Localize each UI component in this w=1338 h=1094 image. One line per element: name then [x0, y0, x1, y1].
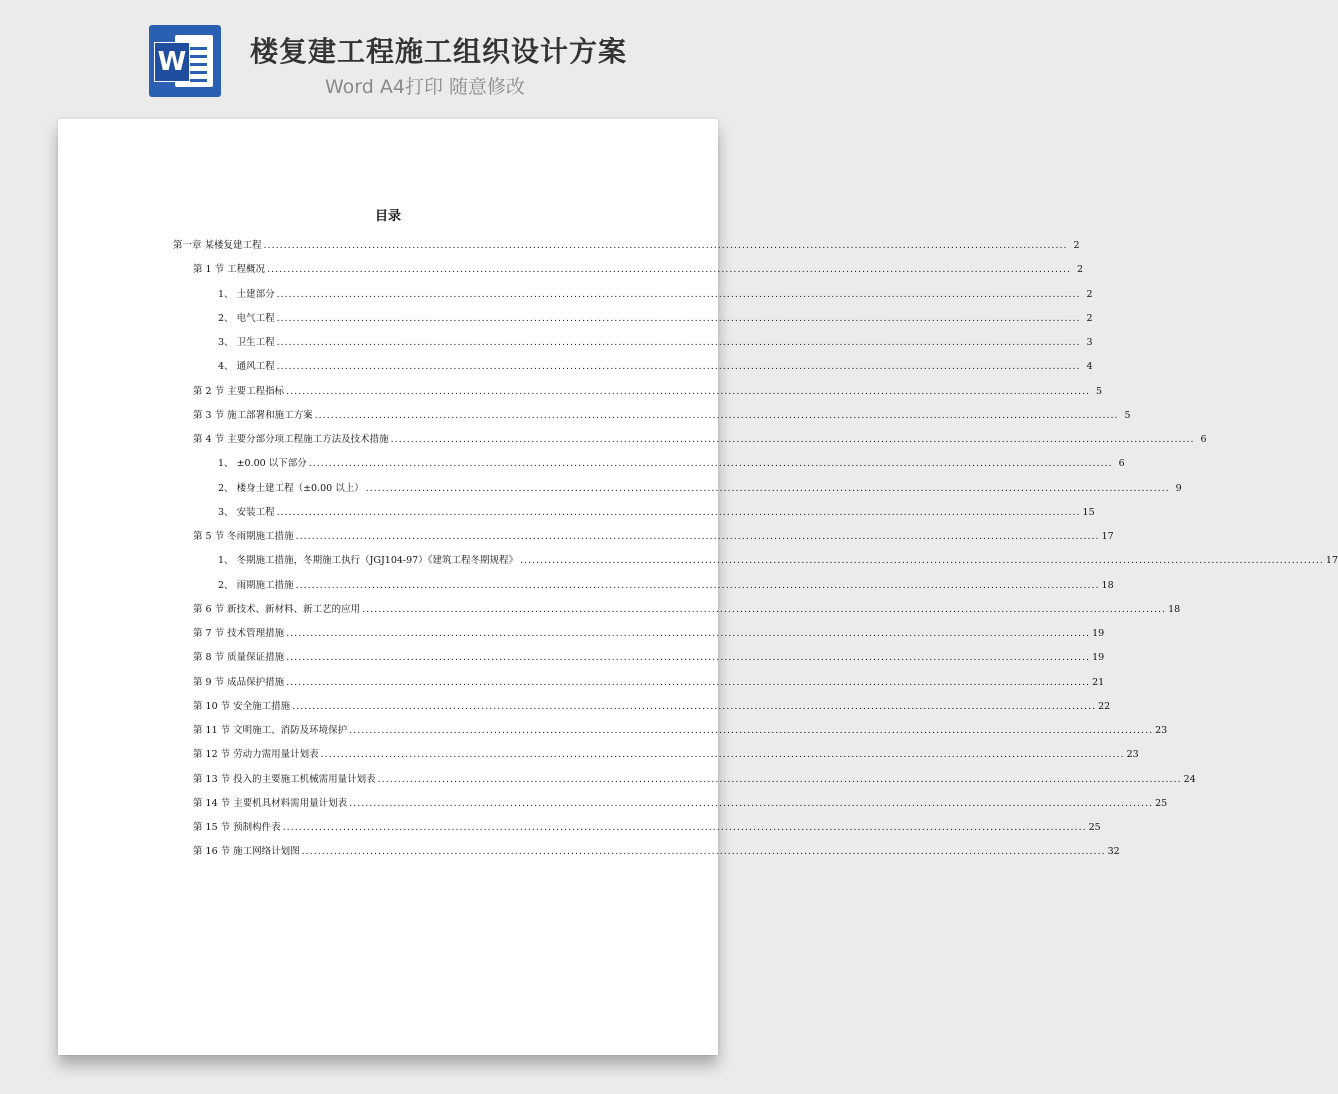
toc-entry[interactable] — [218, 308, 1093, 324]
header — [0, 0, 774, 118]
toc-entry[interactable] — [193, 381, 1103, 397]
toc-leader-dots: ........................................................................................................................................................................................................ — [320, 749, 1125, 760]
toc-leader-dots: ........................................................................................................................................................................................................ — [308, 458, 1113, 469]
toc-leader-dots: ........................................................................................................................................................................................................ — [314, 410, 1119, 421]
toc-leader-dots: ........................................................................................................................................................................................................ — [295, 580, 1100, 591]
toc-entry[interactable] — [193, 526, 1114, 542]
toc-entry[interactable] — [218, 550, 1338, 566]
toc-leader-dots: ........................................................................................................................................................................................................ — [286, 386, 1091, 397]
toc-leader-dots: ........................................................................................................................................................................................................ — [286, 652, 1091, 663]
toc-leader-dots: ........................................................................................................................................................................................................ — [276, 507, 1081, 518]
word-app-icon — [149, 25, 221, 97]
toc-entry[interactable] — [193, 623, 1105, 639]
toc-heading: 目录 — [374, 209, 401, 224]
toc-leader-dots: ........................................................................................................................................................................................................ — [276, 361, 1081, 372]
toc-leader-dots: ........................................................................................................................................................................................................ — [276, 289, 1081, 300]
toc-entry-label: 第 1 节 工程概况 — [193, 264, 266, 275]
toc-entry[interactable] — [193, 793, 1168, 809]
toc-entry-page: 2 — [1073, 240, 1080, 251]
toc-entry-label: 第 15 节 预制构件表 — [193, 822, 281, 833]
toc-entry-label: 第 14 节 主要机具材料需用量计划表 — [193, 798, 348, 809]
toc-entry[interactable] — [218, 356, 1093, 372]
toc-entry[interactable] — [218, 453, 1125, 469]
page-title: 楼复建工程施工组织设计方案 — [250, 35, 628, 68]
toc-entry-page: 6 — [1118, 458, 1125, 469]
toc-entry-label: 第 3 节 施工部署和施工方案 — [193, 410, 313, 421]
toc-entry[interactable] — [193, 672, 1105, 688]
toc-entry[interactable] — [193, 599, 1181, 615]
toc-leader-dots: ........................................................................................................................................................................................................ — [276, 337, 1081, 348]
toc-entry-page: 23 — [1155, 725, 1168, 736]
toc-entry-label: 4、 通风工程 — [218, 361, 275, 372]
toc-entry-page: 17 — [1101, 531, 1114, 542]
toc-leader-dots: ........................................................................................................................................................................................................ — [286, 628, 1091, 639]
toc-entry-label: 第 4 节 主要分部分项工程施工方法及技术措施 — [193, 434, 389, 445]
toc-entry-label: 第 16 节 施工网络计划图 — [193, 846, 300, 857]
toc-leader-dots: ........................................................................................................................................................................................................ — [519, 555, 1324, 566]
toc-entry-page: 18 — [1101, 580, 1114, 591]
toc-entry-label: 第 11 节 文明施工、消防及环境保护 — [193, 725, 348, 736]
toc-entry[interactable] — [193, 769, 1196, 785]
toc-entry-page: 32 — [1107, 846, 1120, 857]
toc-entry-page: 19 — [1092, 628, 1105, 639]
toc-entry[interactable] — [173, 235, 1080, 251]
toc-leader-dots: ........................................................................................................................................................................................................ — [263, 240, 1068, 251]
toc-entry-page: 9 — [1175, 483, 1182, 494]
toc-entry-page: 18 — [1168, 604, 1181, 615]
toc-entry-page: 4 — [1086, 361, 1093, 372]
toc-entry[interactable] — [218, 575, 1114, 591]
toc-entry-page: 5 — [1124, 410, 1131, 421]
toc-leader-dots: ........................................................................................................................................................................................................ — [349, 725, 1154, 736]
toc-entry[interactable] — [193, 405, 1131, 421]
toc-entry-label: 第 12 节 劳动力需用量计划表 — [193, 749, 319, 760]
toc-entry-page: 5 — [1096, 386, 1103, 397]
toc-entry[interactable] — [218, 332, 1093, 348]
toc-entry[interactable] — [193, 817, 1101, 833]
toc-entry-page: 19 — [1092, 652, 1105, 663]
toc-entry-label: 1、 ±0.00 以下部分 — [218, 458, 307, 469]
toc-leader-dots: ........................................................................................................................................................................................................ — [286, 677, 1091, 688]
toc-leader-dots: ........................................................................................................................................................................................................ — [276, 313, 1081, 324]
toc-leader-dots: ........................................................................................................................................................................................................ — [295, 531, 1100, 542]
toc-entry-label: 2、 楼身土建工程（±0.00 以上） — [218, 483, 364, 494]
toc-entry[interactable] — [193, 841, 1120, 857]
toc-entry[interactable] — [193, 647, 1105, 663]
toc-leader-dots: ........................................................................................................................................................................................................ — [267, 264, 1072, 275]
toc-entry-page: 17 — [1325, 555, 1338, 566]
toc-leader-dots: ........................................................................................................................................................................................................ — [377, 774, 1182, 785]
toc-entry-page: 24 — [1183, 774, 1196, 785]
toc-entry-page: 2 — [1086, 289, 1093, 300]
toc-entry[interactable] — [193, 696, 1111, 712]
toc-entry-label: 第 10 节 安全施工措施 — [193, 701, 291, 712]
toc-entry[interactable] — [193, 259, 1084, 275]
toc-entry-label: 第 8 节 质量保证措施 — [193, 652, 285, 663]
toc-entry-label: 第 9 节 成品保护措施 — [193, 677, 285, 688]
toc-entry-page: 2 — [1077, 264, 1084, 275]
toc-entry-label: 第一章 某楼复建工程 — [173, 240, 262, 251]
toc-entry-label: 3、 安装工程 — [218, 507, 275, 518]
toc-entry-label: 2、 雨期施工措施 — [218, 580, 294, 591]
toc-leader-dots: ........................................................................................................................................................................................................ — [282, 822, 1087, 833]
toc-entry-page: 22 — [1098, 701, 1111, 712]
toc-leader-dots: ........................................................................................................................................................................................................ — [301, 846, 1106, 857]
toc-entry[interactable] — [218, 502, 1095, 518]
toc-entry-page: 25 — [1155, 798, 1168, 809]
document-page — [58, 119, 1338, 1055]
toc-entry-label: 第 13 节 投入的主要施工机械需用量计划表 — [193, 774, 376, 785]
toc-entry-label: 2、 电气工程 — [218, 313, 275, 324]
toc-leader-dots: ........................................................................................................................................................................................................ — [292, 701, 1097, 712]
toc-leader-dots: ........................................................................................................................................................................................................ — [349, 798, 1154, 809]
toc-entry-page: 2 — [1086, 313, 1093, 324]
toc-leader-dots: ........................................................................................................................................................................................................ — [390, 434, 1195, 445]
toc-entry[interactable] — [218, 478, 1182, 494]
toc-entry-label: 1、 土建部分 — [218, 289, 275, 300]
toc-entry-page: 6 — [1200, 434, 1207, 445]
toc-entry-page: 23 — [1126, 749, 1139, 760]
toc-entry-label: 第 2 节 主要工程指标 — [193, 386, 285, 397]
toc-entry[interactable] — [193, 429, 1207, 445]
toc-entry-page: 21 — [1092, 677, 1105, 688]
toc-entry-label: 第 6 节 新技术、新材料、新工艺的应用 — [193, 604, 361, 615]
word-letter-badge — [154, 42, 190, 82]
toc-entry[interactable] — [218, 284, 1093, 300]
toc-entry-label: 3、 卫生工程 — [218, 337, 275, 348]
toc-entry-page: 3 — [1086, 337, 1093, 348]
toc-entry-label: 1、 冬期施工措施，冬期施工执行（JGJ104-97）《建筑工程冬期规程》 — [218, 555, 518, 566]
toc-entry-page: 15 — [1082, 507, 1095, 518]
toc-entry[interactable] — [193, 744, 1139, 760]
toc-leader-dots: ........................................................................................................................................................................................................ — [365, 483, 1170, 494]
toc-entry-label: 第 5 节 冬雨期施工措施 — [193, 531, 294, 542]
toc-leader-dots: ........................................................................................................................................................................................................ — [362, 604, 1167, 615]
toc-entry-label: 第 7 节 技术管理措施 — [193, 628, 285, 639]
page-subtitle: Word A4打印 随意修改 — [325, 76, 526, 98]
toc-entry[interactable] — [193, 720, 1168, 736]
toc-entry-page: 25 — [1088, 822, 1101, 833]
word-letter: W — [157, 47, 187, 77]
